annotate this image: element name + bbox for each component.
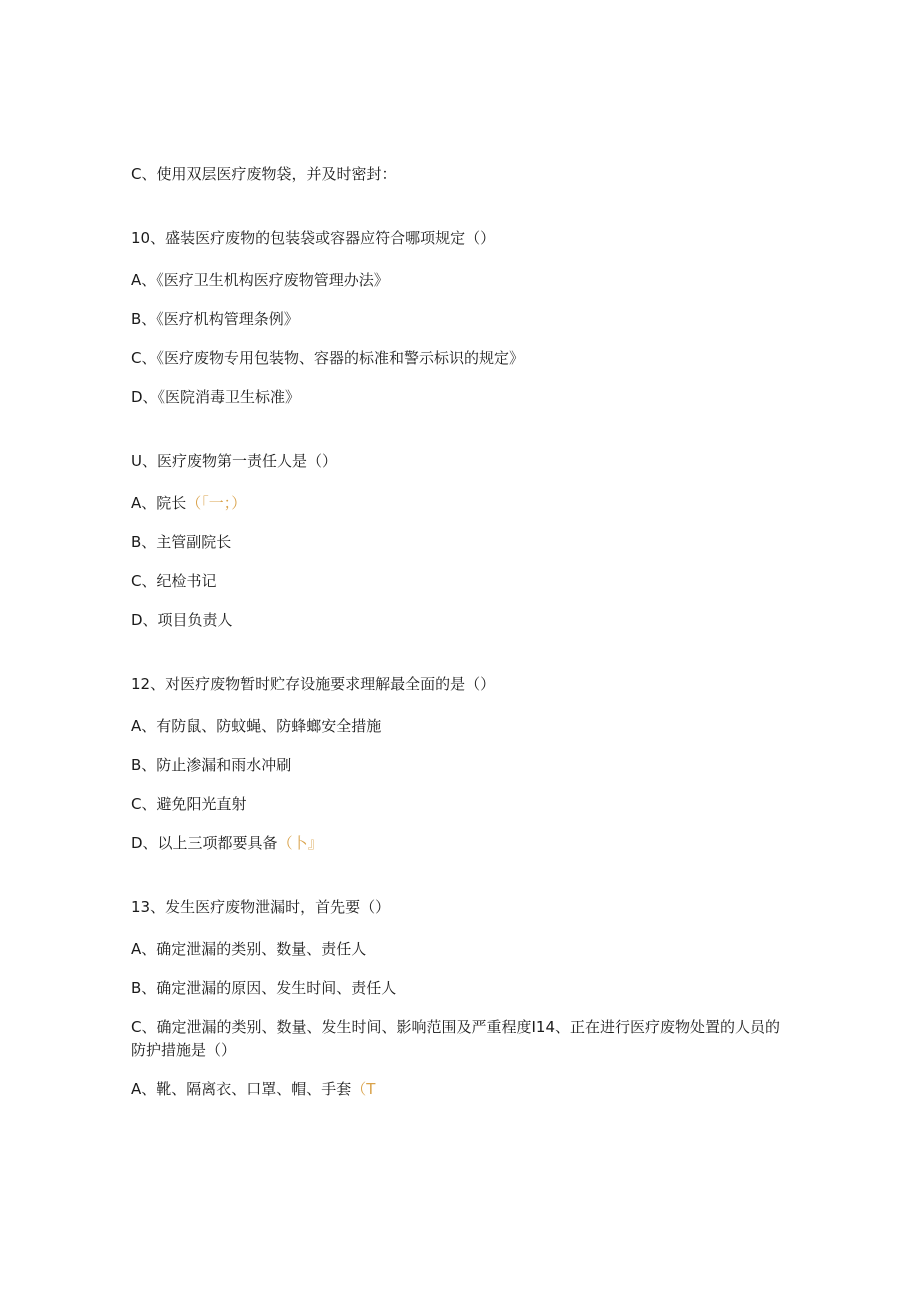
option-b-q10: B、《医疗机构管理条例》 (131, 310, 299, 328)
option-d-q12: D、以上三项都要具备（卜』 (131, 834, 323, 852)
option-a-q12: A、有防鼠、防蚊蝇、防蜂螂安全措施 (131, 717, 382, 735)
option-a-q11: A、院长（「一；） (131, 494, 247, 512)
option-b-q13: B、确定泄漏的原因、发生时间、责任人 (131, 979, 397, 997)
answer-mark: （「一；） (186, 494, 247, 512)
option-c-q9: C、使用双层医疗废物袋，并及时密封： (131, 165, 397, 183)
option-a-q10: A、《医疗卫生机构医疗废物管理办法》 (131, 271, 389, 289)
answer-mark: （T (351, 1080, 376, 1098)
option-c-q11: C、纪检书记 (131, 572, 217, 590)
option-c-q12: C、避免阳光直射 (131, 795, 247, 813)
option-d-q11: D、项目负责人 (131, 611, 233, 629)
option-d-q10: D、《医院消毒卫生标准》 (131, 388, 301, 406)
option-b-q11: B、主管副院长 (131, 533, 232, 551)
question-10: 10、盛装医疗废物的包装袋或容器应符合哪项规定（） (131, 229, 496, 247)
question-12: 12、对医疗废物暂时贮存设施要求理解最全面的是（） (131, 675, 496, 693)
option-c-q10: C、《医疗废物专用包装物、容器的标准和警示标识的规定》 (131, 349, 524, 367)
option-b-q12: B、防止渗漏和雨水冲刷 (131, 756, 292, 774)
answer-mark: （卜』 (277, 834, 323, 852)
option-a-q13: A、确定泄漏的类别、数量、责任人 (131, 940, 367, 958)
option-a-q14: A、靴、隔离衣、口罩、帽、手套（T (131, 1080, 376, 1098)
question-13: 13、发生医疗废物泄漏时，首先要（） (131, 898, 391, 916)
question-11: U、医疗废物第一责任人是（） (131, 452, 337, 470)
option-c-q13: C、确定泄漏的类别、数量、发生时间、影响范围及严重程度I14、正在进行医疗废物处置的人员的防护措施是（） (131, 1018, 780, 1059)
